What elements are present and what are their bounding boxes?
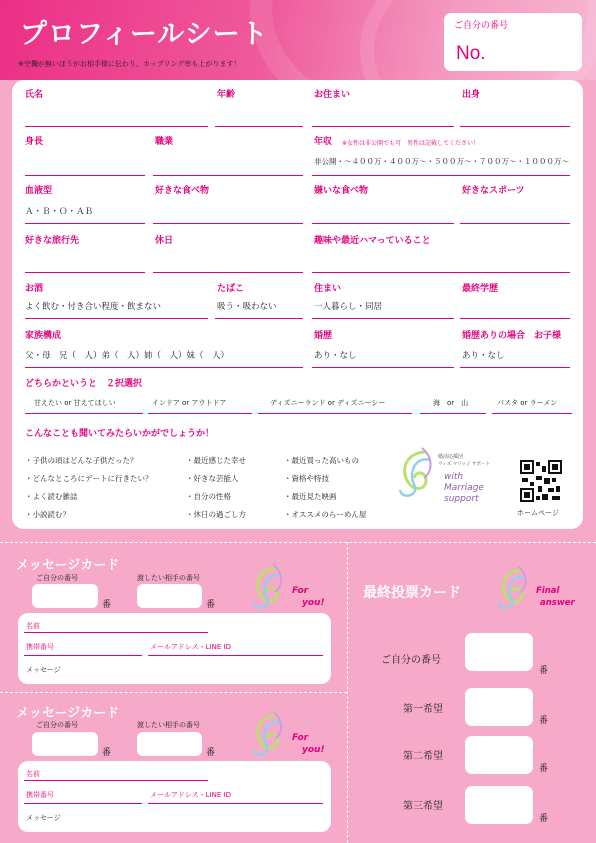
choice-item[interactable]: インドア or アウトドア [152,399,227,407]
fv-own-number-box[interactable] [465,633,533,671]
choice-heading: どちらかというと ２択選択 [25,379,143,389]
fv-unit: 番 [539,764,549,774]
mc-phone-label: 携帯番号 [26,791,54,799]
label-tobacco: たばこ [217,284,245,294]
fv-logo-text2: answer [540,598,575,608]
alcohol-options[interactable]: よく飲む・付き合い程度・飲まない [25,302,162,312]
field-age[interactable] [215,126,303,127]
fv-third-box[interactable] [465,786,533,824]
label-hobby: 趣味や最近ハマっていること [314,236,431,246]
field-tobacco[interactable] [215,318,303,319]
own-number-box[interactable] [444,13,582,71]
profile-sheet [12,80,583,529]
fv-third-label: 第三希望 [403,801,443,812]
choice-underline [420,413,486,414]
field-hometown[interactable] [460,126,570,127]
mc-logo-text2: you! [302,598,325,608]
fv-second-box[interactable] [465,736,533,774]
ask-item: ・どんなところにデートに行きたい？ [25,474,153,483]
choice-item[interactable]: 海 or 山 [433,399,469,407]
mc-unit: 番 [102,600,112,610]
ask-item: ・よく読む雑誌 [25,492,78,501]
swirl-logo-icon [246,710,290,764]
field-travel[interactable] [25,272,145,273]
label-education: 最終学歴 [462,284,499,294]
choice-item[interactable]: 甘えたい or 甘えてほしい [34,399,116,407]
logo-line2: Marriage [444,483,484,493]
logo-line3: support [444,494,479,504]
field-education[interactable] [460,318,570,319]
mc-email-label: メールアドレス・LINE ID [150,791,231,799]
mc-message-label: メッセージ [26,814,61,822]
ask-item: ・最近見た映画 [284,492,337,501]
ask-item: ・最近感じた幸せ [186,456,246,465]
field-housing[interactable] [312,318,454,319]
qr-code-icon[interactable] [520,460,562,502]
swirl-logo-icon [492,565,534,617]
label-fav-food: 好きな食べ物 [155,186,210,196]
final-vote-title: 最終投票カード [363,585,461,601]
ask-item: ・最近買った高いもの [284,456,359,465]
field-holiday[interactable] [153,272,303,273]
mc-phone-field[interactable] [24,655,142,656]
mc-own-number-label: ご自分の番号 [36,721,78,729]
field-blood[interactable] [25,223,145,224]
blood-options[interactable]: Ａ・Ｂ・Ｏ・ＡＢ [25,207,94,217]
label-job: 職業 [155,137,174,147]
mc-target-number-label: 渡したい相手の番号 [137,721,200,729]
tobacco-options[interactable]: 吸う・吸わない [217,302,277,312]
label-dislike-food: 嫌いな食べ物 [314,186,369,196]
choice-underline [25,413,143,414]
fv-unit: 番 [539,716,549,726]
field-marriage[interactable] [312,367,454,368]
mc-unit: 番 [206,748,216,758]
ask-heading: こんなことも聞いてみたらいかがでしょうか！ [25,429,215,439]
label-holiday: 休日 [155,236,174,246]
children-options[interactable]: あり・なし [462,351,505,361]
mc-phone-field[interactable] [24,803,142,804]
mc-name-field[interactable] [24,780,208,781]
label-hometown: 出身 [462,90,481,100]
fv-unit: 番 [539,814,549,824]
choice-underline [492,413,572,414]
field-fav-food[interactable] [153,223,303,224]
field-job[interactable] [153,175,303,176]
fv-logo-text1: Final [536,586,560,596]
message-card-title: メッセージカード [16,558,120,573]
choice-item[interactable]: ディズニーランド or ディズニーシー [270,399,386,407]
label-travel: 好きな旅行先 [25,236,80,246]
message-card-title: メッセージカード [16,706,120,721]
field-family[interactable] [25,367,303,368]
label-address: お住まい [314,90,351,100]
mc-name-label: 名前 [26,622,40,630]
label-income: 年収 [314,137,333,147]
label-height: 身長 [25,137,44,147]
mc-email-label: メールアドレス・LINE ID [150,643,231,651]
swirl-logo-icon [246,563,290,617]
ask-item: ・小説読む？ [25,510,70,519]
mc-email-field[interactable] [148,655,323,656]
mc-email-field[interactable] [148,803,323,804]
mc-target-number-box[interactable] [137,732,202,756]
field-alcohol[interactable] [25,318,208,319]
mc-target-number-label: 渡したい相手の番号 [137,574,200,582]
mc-name-label: 名前 [26,770,40,778]
label-marriage: 婚歴 [314,331,333,341]
family-options[interactable]: 父・母 兄（ 人）弟（ 人）姉（ 人）妹（ 人） [25,351,230,361]
mc-detail-panel [18,613,331,684]
field-height[interactable] [25,175,145,176]
mc-own-number-box[interactable] [32,584,98,608]
income-options[interactable]: 非公開・～４００万・４００万～・５００万～・７００万～・１０００万～ [314,157,569,166]
cut-line-middle [0,692,347,693]
mc-target-number-box[interactable] [137,584,202,608]
mc-unit: 番 [102,748,112,758]
ask-item: ・オススメのらーめん屋 [284,510,367,519]
logo-sub: ウィズ マリッジ サポート [438,462,490,467]
fv-own-number-label: ご自分の番号 [381,655,441,666]
field-dislike-food[interactable] [312,223,454,224]
field-name[interactable] [25,126,208,127]
choice-item[interactable]: パスタ or ラーメン [497,399,558,407]
label-fav-sport: 好きなスポーツ [462,186,525,196]
mc-logo-text1: For [292,586,309,596]
logo-line1: with [444,472,464,482]
logo-top: 婚活応援団 [438,454,464,460]
mc-detail-panel [18,761,331,832]
mc-logo-text1: For [292,733,309,743]
mc-name-field[interactable] [24,632,208,633]
cut-line-top [0,542,596,543]
choice-underline [148,413,252,414]
mc-message-label: メッセージ [26,666,61,674]
ask-item: ・資格や特技 [284,474,329,483]
label-children: 婚歴ありの場合 お子様 [462,331,562,341]
page-title: プロフィールシート [20,19,269,50]
choice-underline [258,413,412,414]
cut-line-vertical [347,542,348,843]
page-subtitle: ※空欄が無いほうがお相手様に伝わり、カップリング率も上がります！ [18,60,241,68]
field-address[interactable] [312,126,454,127]
mc-own-number-box[interactable] [32,732,98,756]
marriage-options[interactable]: あり・なし [314,351,357,361]
mc-logo-text2: you! [302,745,325,755]
own-number-value: No. [456,43,486,64]
own-number-label: ご自分の番号 [454,21,509,31]
label-name: 氏名 [25,90,44,100]
ask-item: ・自分の性格 [186,492,231,501]
field-fav-sport[interactable] [460,223,570,224]
housing-options[interactable]: 一人暮らし・同居 [314,302,383,312]
label-alcohol: お酒 [25,284,44,294]
ask-item: ・好きな芸能人 [186,474,239,483]
mc-phone-label: 携帯番号 [26,643,54,651]
label-age: 年齢 [217,90,236,100]
fv-unit: 番 [539,666,549,676]
fv-second-label: 第二希望 [403,751,443,762]
field-children[interactable] [460,367,570,368]
mc-own-number-label: ご自分の番号 [36,574,78,582]
field-income[interactable] [312,175,570,176]
fv-first-box[interactable] [465,688,533,726]
swirl-logo-icon [396,446,436,506]
label-housing: 住まい [314,284,342,294]
income-note: ※女性は非公開でも可 男性は記載してください！ [342,140,480,147]
ask-item: ・子供の頃はどんな子供だった？ [25,456,138,465]
homepage-label[interactable]: ホームページ [517,509,559,517]
label-blood: 血液型 [25,186,53,196]
ask-item: ・休日の過ごし方 [186,510,246,519]
mc-unit: 番 [206,600,216,610]
field-hobby[interactable] [312,272,570,273]
label-family: 家族構成 [25,331,62,341]
fv-first-label: 第一希望 [403,704,443,715]
